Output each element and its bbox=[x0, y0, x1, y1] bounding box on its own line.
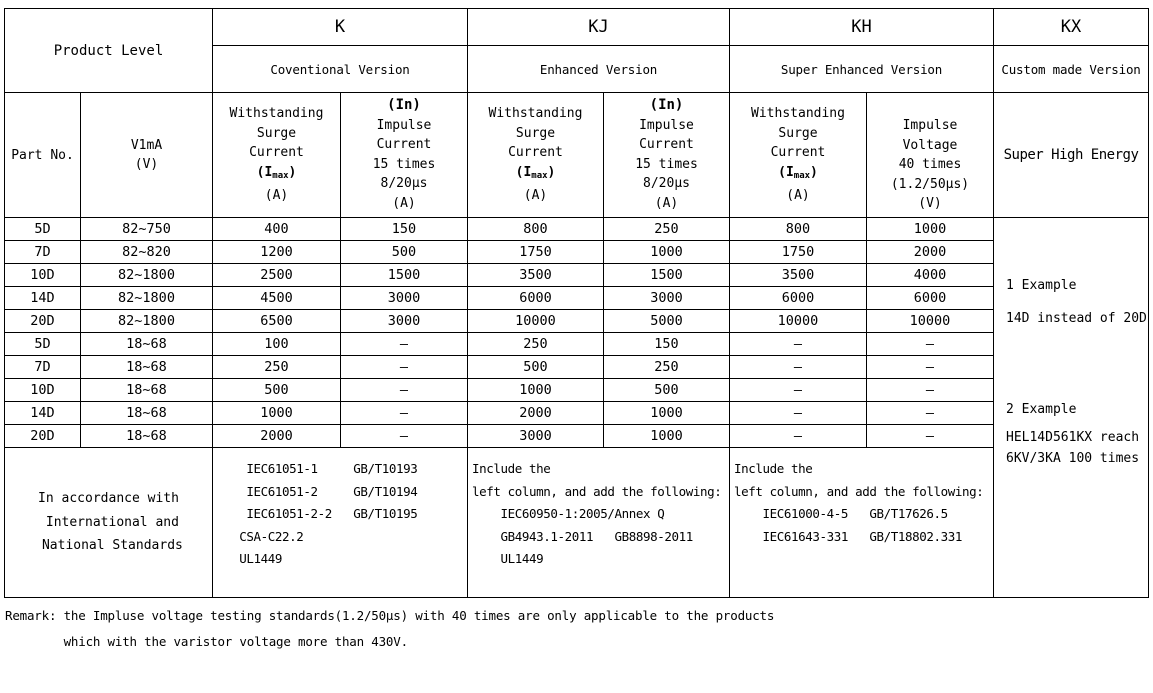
table-cell: 1000 bbox=[604, 241, 730, 264]
table-cell: 2000 bbox=[468, 402, 604, 425]
table-cell: 82~750 bbox=[81, 218, 213, 241]
table-cell: 10000 bbox=[730, 310, 867, 333]
col-header-kh-impulse-voltage: Impulse Voltage 40 times (1.2/50μs) (V) bbox=[867, 93, 994, 218]
table-cell: — bbox=[730, 425, 867, 448]
table-cell: 1200 bbox=[213, 241, 341, 264]
table-cell: — bbox=[341, 333, 468, 356]
cell-standards-label: In accordance with International and National Standards bbox=[5, 448, 213, 598]
table-cell: 10D bbox=[5, 264, 81, 287]
table-cell: 10000 bbox=[867, 310, 994, 333]
table-cell: 500 bbox=[341, 241, 468, 264]
table-cell: 1500 bbox=[341, 264, 468, 287]
table-cell: 3500 bbox=[468, 264, 604, 287]
table-cell: 20D bbox=[5, 310, 81, 333]
cell-standards-kh: Include the left column, and add the following: IEC61000-4-5 GB/T17626.5 IEC61643-331 GB/T18802.331 bbox=[730, 448, 994, 598]
table-cell: 6000 bbox=[867, 287, 994, 310]
col-header-v1ma bbox=[81, 93, 213, 218]
table-cell: 4500 bbox=[213, 287, 341, 310]
table-cell: 3000 bbox=[341, 310, 468, 333]
cell-standards-k: IEC61051-1 GB/T10193 IEC61051-2 GB/T10194 IEC61051-2-2 GB/T10195 CSA-C22.2 UL1449 bbox=[213, 448, 468, 598]
remark-line1: Remark: the Impluse voltage testing standards(1.2/50μs) with 40 times are only applicable to the products bbox=[5, 608, 775, 623]
col-header-k-withstand: Withstanding Surge Current $(I_{max})$ (A) bbox=[213, 93, 341, 218]
table-cell: 82~1800 bbox=[81, 264, 213, 287]
kx-example2-line1: HEL14D561KX reach bbox=[1006, 430, 1140, 445]
remark-note bbox=[5, 603, 774, 655]
kx-example1-title: 1 Example bbox=[1006, 278, 1077, 293]
table-cell: 6000 bbox=[730, 287, 867, 310]
table-cell: 7D bbox=[5, 356, 81, 379]
table-cell: 400 bbox=[213, 218, 341, 241]
table-cell: 3000 bbox=[468, 425, 604, 448]
table-cell: — bbox=[341, 356, 468, 379]
table-cell: — bbox=[867, 333, 994, 356]
cell-version-kj: Enhanced Version bbox=[468, 46, 730, 93]
cell-group-kh: KH bbox=[730, 9, 994, 46]
table-cell: 14D bbox=[5, 287, 81, 310]
table-cell: 250 bbox=[604, 218, 730, 241]
table-cell: 500 bbox=[213, 379, 341, 402]
table-cell: 2500 bbox=[213, 264, 341, 287]
table-cell: 800 bbox=[468, 218, 604, 241]
table-cell: 150 bbox=[341, 218, 468, 241]
table-cell: 7D bbox=[5, 241, 81, 264]
table-cell: 5D bbox=[5, 333, 81, 356]
table-cell: 1750 bbox=[730, 241, 867, 264]
table-cell: 2000 bbox=[213, 425, 341, 448]
table-cell: 1000 bbox=[604, 402, 730, 425]
kx-example2-line2: 6KV/3KA 100 times bbox=[1006, 451, 1140, 466]
cell-version-k: Coventional Version bbox=[213, 46, 468, 93]
table-cell: 500 bbox=[468, 356, 604, 379]
table-cell: — bbox=[730, 379, 867, 402]
table-cell: 5000 bbox=[604, 310, 730, 333]
remark-line2: which with the varistor voltage more than 430V. bbox=[5, 634, 408, 649]
table-cell: 1750 bbox=[468, 241, 604, 264]
col-header-kx-energy: Super High Energy bbox=[994, 93, 1149, 218]
table-cell: 18~68 bbox=[81, 402, 213, 425]
cell-kx-examples bbox=[994, 218, 1149, 598]
table-cell: 6000 bbox=[468, 287, 604, 310]
table-cell: 2000 bbox=[867, 241, 994, 264]
cell-standards-kj: Include the left column, and add the following: IEC60950-1:2005/Annex Q GB4943.1-2011 GB8898-2011 UL1449 bbox=[468, 448, 730, 598]
table-cell: 1000 bbox=[867, 218, 994, 241]
table-cell: 250 bbox=[213, 356, 341, 379]
table-cell: 3500 bbox=[730, 264, 867, 287]
table-cell: 1000 bbox=[468, 379, 604, 402]
table-cell: 1000 bbox=[604, 425, 730, 448]
table-cell: 3000 bbox=[604, 287, 730, 310]
imax-label: $(I_{max})$ bbox=[256, 164, 297, 181]
table-cell: — bbox=[341, 425, 468, 448]
table-cell: 10D bbox=[5, 379, 81, 402]
table-cell: — bbox=[867, 425, 994, 448]
table-cell: 82~820 bbox=[81, 241, 213, 264]
cell-product-level: Product Level bbox=[5, 9, 213, 93]
col-header-kh-withstand: Withstanding Surge Current $(I_{max})$ (A) bbox=[730, 93, 867, 218]
table-cell: 82~1800 bbox=[81, 287, 213, 310]
table-cell: 250 bbox=[468, 333, 604, 356]
in-label: (In) bbox=[387, 97, 421, 113]
table-cell: 18~68 bbox=[81, 356, 213, 379]
kx-example1-text: 14D instead of 20D bbox=[1006, 311, 1147, 326]
table-cell: — bbox=[730, 402, 867, 425]
table-cell: — bbox=[341, 379, 468, 402]
imax-label: $(I_{max})$ bbox=[515, 164, 556, 181]
cell-group-kx: KX bbox=[994, 9, 1149, 46]
table-cell: 20D bbox=[5, 425, 81, 448]
table-cell: 250 bbox=[604, 356, 730, 379]
table-cell: 14D bbox=[5, 402, 81, 425]
cell-group-k: K bbox=[213, 9, 468, 46]
table-cell: 18~68 bbox=[81, 425, 213, 448]
cell-version-kh: Super Enhanced Version bbox=[730, 46, 994, 93]
table-cell: — bbox=[341, 402, 468, 425]
col-header-k-impulse: (In) Impulse Current 15 times 8/20μs (A) bbox=[341, 93, 468, 218]
table-cell: 500 bbox=[604, 379, 730, 402]
table-cell: — bbox=[867, 402, 994, 425]
imax-label: $(I_{max})$ bbox=[778, 164, 818, 181]
table-cell: 3000 bbox=[341, 287, 468, 310]
table-cell: — bbox=[867, 379, 994, 402]
v1ma-unit: (V) bbox=[134, 157, 159, 172]
table-cell: 800 bbox=[730, 218, 867, 241]
table-cell: 5D bbox=[5, 218, 81, 241]
kx-example2-title: 2 Example bbox=[1006, 402, 1077, 417]
table-cell: 150 bbox=[604, 333, 730, 356]
table-cell: — bbox=[730, 333, 867, 356]
table-cell: 1000 bbox=[213, 402, 341, 425]
table-cell: 6500 bbox=[213, 310, 341, 333]
table-cell: 1500 bbox=[604, 264, 730, 287]
table-cell: 18~68 bbox=[81, 333, 213, 356]
table-cell: 4000 bbox=[867, 264, 994, 287]
in-label: (In) bbox=[649, 97, 684, 113]
table-cell: 100 bbox=[213, 333, 341, 356]
col-header-kj-withstand: Withstanding Surge Current $(I_{max})$ (A) bbox=[468, 93, 604, 218]
product-level-table bbox=[4, 8, 1149, 598]
cell-version-kx: Custom made Version bbox=[994, 46, 1149, 93]
table-cell: 82~1800 bbox=[81, 310, 213, 333]
table-cell: — bbox=[867, 356, 994, 379]
table-cell: — bbox=[730, 356, 867, 379]
v1ma-label: V1mA bbox=[130, 137, 163, 153]
cell-group-kj: KJ bbox=[468, 9, 730, 46]
table-cell: 18~68 bbox=[81, 379, 213, 402]
table-cell: 10000 bbox=[468, 310, 604, 333]
col-header-part-no: Part No. bbox=[5, 93, 81, 218]
col-header-kj-impulse: (In) Impulse Current 15 times 8/20μs (A) bbox=[604, 93, 730, 218]
